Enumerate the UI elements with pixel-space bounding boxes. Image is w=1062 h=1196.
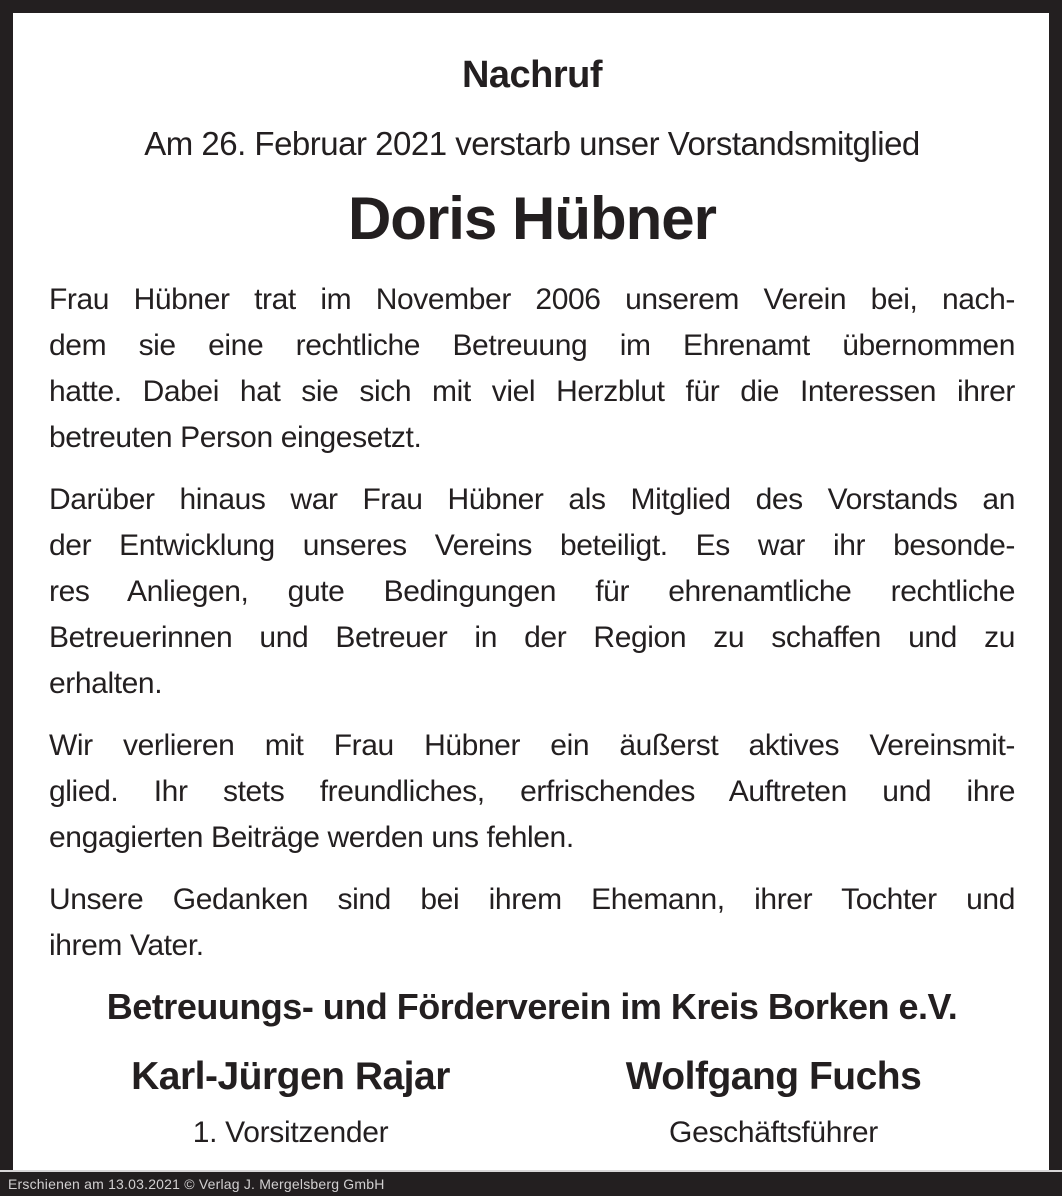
paragraph-line: Frau Hübner trat im November 2006 unserem Verein bei, nach- (49, 282, 1015, 316)
paragraph (49, 477, 1015, 707)
publisher-credit: Erschienen am 13.03.2021 © Verlag J. Mergelsberg GmbH (8, 1176, 385, 1192)
paragraph-line: glied. Ihr stets freundliches, erfrischendes Auftreten und ihre (49, 774, 1015, 808)
paragraph-line: res Anliegen, gute Bedingungen für ehrenamtliche rechtliche (49, 574, 1015, 608)
paragraph-line: Betreuerinnen und Betreuer in der Region zu schaffen und zu (49, 620, 1015, 654)
paragraph-line: Unsere Gedanken sind bei ihrem Ehemann, ihrer Tochter und (49, 882, 1015, 916)
paragraph (49, 723, 1015, 861)
paragraph-line: der Entwicklung unseres Vereins beteiligt. Es war ihr besonde- (49, 528, 1015, 562)
deceased-name: Doris Hübner (347, 184, 717, 252)
signatory-left (49, 1054, 532, 1151)
signature-block (49, 1054, 1015, 1151)
paragraph-line: erhalten. (49, 666, 163, 700)
paragraph-line: Wir verlieren mit Frau Hübner ein äußerst aktives Vereinsmit- (49, 728, 1015, 762)
publisher-bar (0, 1170, 1062, 1196)
paragraph-line: Darüber hinaus war Frau Hübner als Mitglied des Vorstands an (49, 482, 1015, 516)
paragraph-line: betreuten Person eingesetzt. (49, 420, 422, 454)
paragraph (49, 877, 1015, 969)
paragraph-line: dem sie eine rechtliche Betreuung im Ehrenamt übernommen (49, 328, 1015, 362)
death-announcement-line: Am 26. Februar 2021 verstarb unser Vorstandsmitglied (144, 124, 920, 162)
notice-title: Nachruf (461, 54, 603, 96)
paragraph (49, 277, 1015, 461)
signatory-role: 1. Vorsitzender (192, 1115, 389, 1149)
paragraphs (49, 277, 1015, 969)
signatory-right (532, 1054, 1015, 1151)
paragraph-line: ihrem Vater. (49, 928, 204, 962)
signatory-role: Geschäftsführer (669, 1115, 878, 1149)
signatory-name: Karl-Jürgen Rajar (131, 1055, 450, 1099)
obituary-content (13, 13, 1049, 1151)
organization-name: Betreuungs- und Förderverein im Kreis Borken e.V. (106, 985, 958, 1027)
signatory-name: Wolfgang Fuchs (625, 1055, 922, 1099)
paragraph-line: engagierten Beiträge werden uns fehlen. (49, 820, 574, 854)
paragraph-line: hatte. Dabei hat sie sich mit viel Herzblut für die Interessen ihrer (49, 374, 1015, 408)
